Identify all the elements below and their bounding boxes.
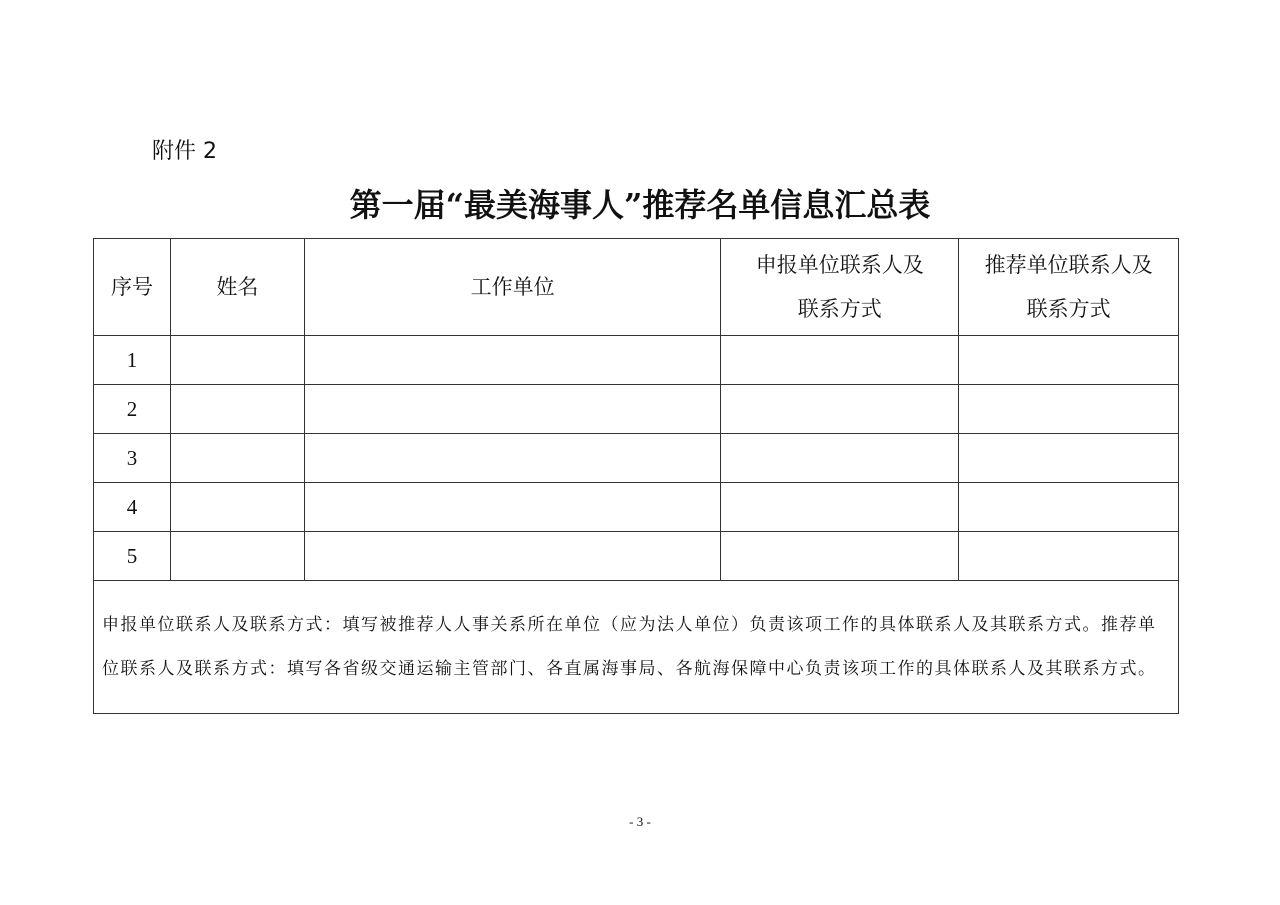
table-row: [94, 483, 1179, 532]
name-cell[interactable]: [170, 434, 304, 483]
name-cell[interactable]: [170, 483, 304, 532]
header-line: 推荐单位联系人及: [984, 253, 1153, 277]
page-title: 第一届“最美海事人”推荐名单信息汇总表: [349, 186, 931, 224]
table-note: 申报单位联系人及联系方式：填写被推荐人人事关系所在单位（应为法人单位）负责该项工作的具体联系人及其联系方式。推荐单位联系人及联系方式：填写各省级交通运输主管部门、各直属海事局、各航海保障中心负责该项工作的具体联系人及其联系方式。: [94, 581, 1179, 714]
nomination-table: [93, 238, 1179, 714]
attachment-label: 附件 2: [152, 139, 217, 164]
row-index: 2: [94, 385, 171, 434]
header-applicant-contact: [721, 239, 959, 336]
work-unit-cell[interactable]: [304, 483, 721, 532]
header-line: 联系方式: [1026, 297, 1111, 321]
table-row: [94, 385, 1179, 434]
recommender-contact-cell[interactable]: [959, 532, 1179, 581]
applicant-contact-cell[interactable]: [721, 483, 959, 532]
applicant-contact-cell[interactable]: [721, 336, 959, 385]
work-unit-cell[interactable]: [304, 336, 721, 385]
recommender-contact-cell[interactable]: [959, 385, 1179, 434]
table-row: [94, 532, 1179, 581]
recommender-contact-cell[interactable]: [959, 483, 1179, 532]
applicant-contact-cell[interactable]: [721, 532, 959, 581]
applicant-contact-cell[interactable]: [721, 434, 959, 483]
header-line: 联系方式: [797, 297, 882, 321]
table-note-row: [94, 581, 1179, 714]
work-unit-cell[interactable]: [304, 385, 721, 434]
row-index: 3: [94, 434, 171, 483]
header-work-unit: 工作单位: [304, 239, 721, 336]
work-unit-cell[interactable]: [304, 532, 721, 581]
header-recommender-contact: [959, 239, 1179, 336]
page-number: - 3 -: [629, 814, 651, 829]
header-index: 序号: [94, 239, 171, 336]
work-unit-cell[interactable]: [304, 434, 721, 483]
header-line: 申报单位联系人及: [755, 253, 924, 277]
row-index: 5: [94, 532, 171, 581]
table-row: [94, 434, 1179, 483]
name-cell[interactable]: [170, 532, 304, 581]
row-index: 1: [94, 336, 171, 385]
header-name: 姓名: [170, 239, 304, 336]
applicant-contact-cell[interactable]: [721, 385, 959, 434]
table-header-row: [94, 239, 1179, 336]
recommender-contact-cell[interactable]: [959, 336, 1179, 385]
recommender-contact-cell[interactable]: [959, 434, 1179, 483]
name-cell[interactable]: [170, 385, 304, 434]
row-index: 4: [94, 483, 171, 532]
name-cell[interactable]: [170, 336, 304, 385]
table-row: [94, 336, 1179, 385]
